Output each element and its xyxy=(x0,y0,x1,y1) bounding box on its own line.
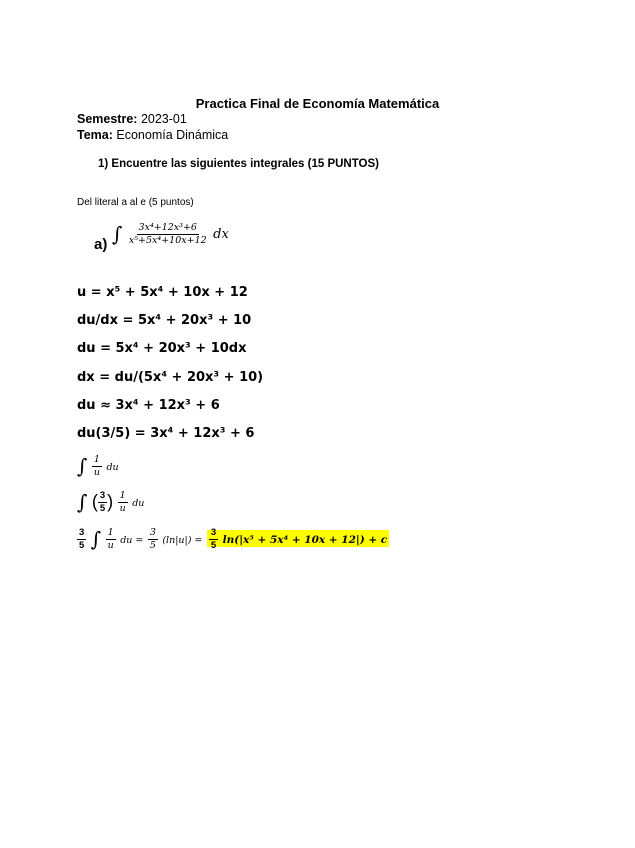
fraction xyxy=(92,455,102,478)
fraction-denominator: 5 xyxy=(99,502,106,514)
integral-sign: ∫ xyxy=(90,527,102,551)
fraction-denominator: 5 xyxy=(210,539,217,551)
integral-denominator: x⁵+5x⁴+10x+12 xyxy=(128,234,207,246)
coefficient-fraction xyxy=(77,528,86,551)
semester-value: 2023-01 xyxy=(140,112,187,126)
fraction-denominator: u xyxy=(93,466,100,478)
step-line: dx = du/(5x⁴ + 20x³ + 10) xyxy=(77,370,264,385)
integral-sign: ∫ xyxy=(77,490,88,514)
integral-sign: ∫ xyxy=(112,222,123,246)
semester-label: Semestre: xyxy=(77,112,138,126)
differential: du = xyxy=(120,535,144,547)
final-step xyxy=(77,527,389,551)
topic-line xyxy=(77,128,228,142)
step-line: u = x⁵ + 5x⁴ + 10x + 12 xyxy=(77,285,248,300)
answer-coefficient xyxy=(209,528,218,551)
step-line: du = 5x⁴ + 20x³ + 10dx xyxy=(77,341,247,356)
integral-fraction xyxy=(127,223,209,246)
highlighted-answer xyxy=(207,526,389,551)
semester-line xyxy=(77,112,187,126)
integral-sign: ∫ xyxy=(77,454,88,478)
fraction-numerator: 3 xyxy=(79,526,85,538)
points-note: Del literal a al e (5 puntos) xyxy=(77,197,194,208)
fraction-denominator: u xyxy=(107,539,114,551)
step-line: du ≈ 3x⁴ + 12x³ + 6 xyxy=(77,398,220,413)
answer-text: ln(|x⁵ + 5x⁴ + 10x + 12|) + c xyxy=(222,534,388,547)
fraction-numerator: 1 xyxy=(107,526,114,538)
fraction-numerator: 3 xyxy=(210,526,217,538)
topic-label: Tema: xyxy=(77,128,113,142)
fraction-numerator: 1 xyxy=(93,453,100,465)
fraction-numerator: 1 xyxy=(119,489,126,501)
fraction-denominator: u xyxy=(119,502,126,514)
part-a-label: a) xyxy=(94,236,108,253)
question-heading: 1) Encuentre las siguientes integrales (15 PUNTOS) xyxy=(98,158,379,170)
fraction-denominator: 5 xyxy=(149,539,156,551)
fraction-numerator: 3 xyxy=(149,526,156,538)
topic-value: Economía Dinámica xyxy=(116,128,229,142)
coefficient-fraction xyxy=(148,528,158,551)
integral-step-2: ∫ ( $\frac{3}{5}$ ) $\frac{1}{u}$ du xyxy=(77,489,145,514)
differential: du xyxy=(132,498,145,510)
integral-expression xyxy=(112,222,229,246)
log-expression: (ln|u|) = xyxy=(162,535,203,547)
coefficient-fraction xyxy=(98,491,107,514)
integral-dx: dx xyxy=(213,227,229,243)
fraction xyxy=(118,491,128,514)
step-line: du(3/5) = 3x⁴ + 12x³ + 6 xyxy=(77,426,255,441)
integral-step-1 xyxy=(77,454,119,478)
fraction-denominator: 5 xyxy=(79,539,85,551)
fraction xyxy=(106,528,116,551)
step-line: du/dx = 5x⁴ + 20x³ + 10 xyxy=(77,313,252,328)
differential: du xyxy=(106,462,119,474)
page-title: Practica Final de Economía Matemática xyxy=(195,96,440,111)
integral-numerator: 3x⁴+12x³+6 xyxy=(138,221,197,233)
fraction-numerator: 3 xyxy=(99,489,106,501)
